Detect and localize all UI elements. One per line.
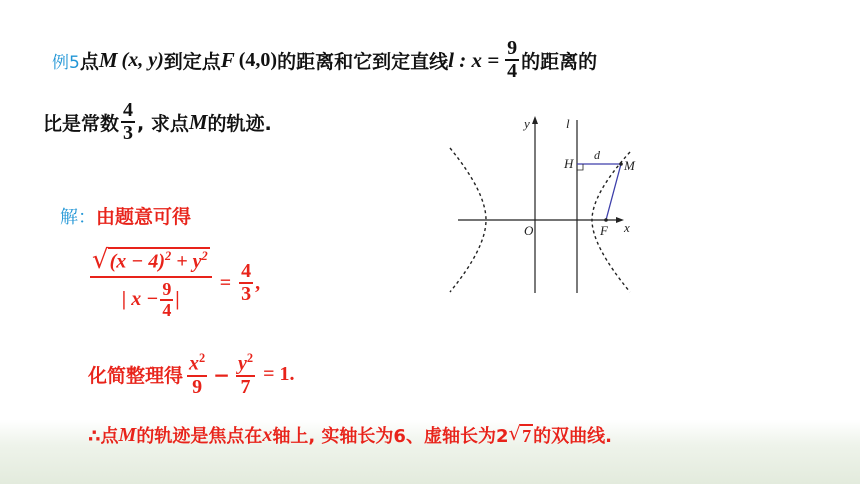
label-d: d [594,148,600,162]
solution-intro: 由题意可得 [96,206,192,228]
x-fraction: $\frac{x^2}{9}$ [189,351,206,398]
example-tag: 例5 [52,52,80,73]
label-y: y [524,116,530,131]
ratio-left-fraction: √ $(x - 4)^2 + y^2$ | x − $\frac{9}{4}$ | [90,247,212,320]
minus-sign: − [213,362,230,387]
ratio-num: 4 [123,99,134,121]
sqrt-sign: √ [92,245,109,275]
label-O: O [524,223,534,238]
sqrt-seven: √ 7 [508,421,532,446]
directrix-den: 4 [507,60,518,82]
text-locus: 的轨迹. [207,112,272,135]
conclusion-line: ∴点 M 的轨迹是焦点在 x 轴上, 实轴长为6、虚轴长为2 √ 7 的双曲线. [88,421,612,447]
point-M: M [98,47,118,72]
text-ratio-constant: 比是常数 [43,112,120,135]
ratio-den: 3 [123,122,134,144]
directrix-fraction [505,38,519,82]
line-eq: : x = [453,47,500,72]
directrix-num: 9 [507,37,518,59]
label-l: l [566,116,570,131]
text-to-fixed-point: 到定点 [163,50,221,73]
point-F-dot [604,218,608,222]
label-H: H [564,156,574,171]
point-F-coords: (4,0) [238,48,278,71]
right-angle-mark [577,164,583,170]
label-F: F [600,223,608,238]
solution-heading [60,202,191,229]
point-M-dot [619,162,623,166]
x-axis-arrow [616,217,624,223]
point-M-coords: (x, y) [121,48,164,71]
hyperbola-figure [440,108,660,298]
solution-label: 解： [60,207,96,228]
text-find-point: , 求点 [137,112,189,135]
label-M: M [624,158,635,173]
ratio-right-fraction: $\frac{4}{3}$ [241,260,252,306]
therefore-text: ∴点 [88,426,119,447]
small-fraction: $\frac{9}{4}$ [162,279,172,320]
y-fraction: $\frac{y^2}{7}$ [237,351,254,398]
label-x: x [624,220,630,235]
equation-distance-ratio: √ $(x - 4)^2 + y^2$ | x − $\frac{9}{4}$ | = $\frac{4}{3}$ , [92,245,261,320]
equation-simplified [88,352,294,398]
point-F: F [220,47,235,72]
text-dian: 点 [79,50,99,73]
simplify-text: 化简整理得 [88,365,184,388]
text-distance-of: 的距离的 [521,50,598,73]
equals-one: = 1. [263,363,295,386]
problem-line-2 [43,100,272,144]
problem-line-1 [52,38,597,82]
y-axis-arrow [532,116,538,124]
point-M: M [188,109,208,134]
equals-sign: = [219,271,232,294]
ratio-fraction [121,100,135,144]
line-l: l [448,47,454,72]
sqrt-expression: √ $(x - 4)^2 + y^2$ [92,245,208,275]
text-distance-and-line: 的距离和它到定直线 [277,50,449,73]
